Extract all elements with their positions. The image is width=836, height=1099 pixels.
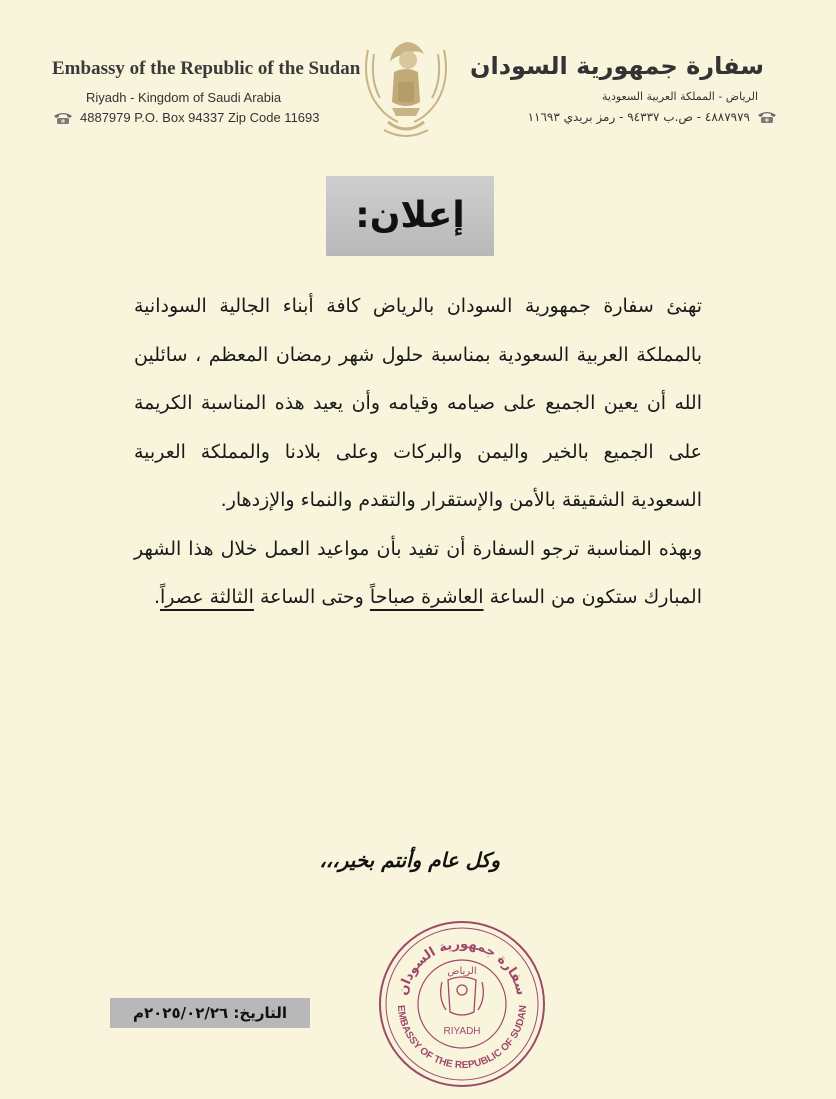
stamp-english-city: RIYADH <box>443 1026 481 1037</box>
start-time: العاشرة صباحاً <box>369 586 484 608</box>
stamp-english-text: EMBASSY OF THE REPUBLIC OF SUDAN <box>394 1004 530 1072</box>
arabic-contact-text: ٤٨٨٧٩٧٩ - ص.ب ٩٤٣٣٧ - رمز بريدي ١١٦٩٣ <box>527 110 750 124</box>
date-box <box>110 998 310 1028</box>
stamp-arabic-text: سفارة جمهورية السودان <box>395 936 529 997</box>
embassy-english-location: Riyadh - Kingdom of Saudi Arabia <box>86 90 282 105</box>
telephone-icon <box>756 110 778 124</box>
announcement-paragraph-1: تهنئ سفارة جمهورية السودان بالرياض كافة أبناء الجالية السودانية بالمملكة العربية السعودية بمناسبة حلول شهر رمضان المعظم ، سائلين الله أن يعين الجميع على صيامه وقيامه وأن يعيد هذه المناسبة الكريمة على الجميع بالخير واليمن والبركات وعلى بلادنا والمملكة العربية السعودية الشقيقة بالأمن والإستقرار والتقدم والنماء والإزدهار. <box>134 295 702 511</box>
announcement-body <box>134 282 702 622</box>
document-date: التاريخ: ٢٠٢٥/٠٢/٢٦م <box>132 1004 288 1022</box>
embassy-english-title: Embassy of the Republic of the Sudan <box>52 58 361 79</box>
time-connector: وحتى الساعة <box>259 586 364 608</box>
secretary-bird-emblem-icon <box>358 38 454 142</box>
notice-title: إعلان: <box>355 195 465 236</box>
notice-heading-box <box>326 176 494 256</box>
embassy-arabic-location: الرياض - المملكة العربية السعودية <box>601 90 758 103</box>
embassy-arabic-contact <box>528 110 778 124</box>
telephone-icon <box>52 111 74 125</box>
working-hours-lead: وبهذه المناسبة ترجو السفارة أن تفيد بأن مواعيد العمل خلال هذا الشهر المبارك ستكون من الساعة <box>134 537 702 608</box>
embassy-stamp <box>376 918 548 1090</box>
closing-greeting: وكل عام وأنتم بخير،،، <box>319 848 500 872</box>
stamp-arabic-city: الرياض <box>447 966 477 977</box>
closing-period: . <box>153 586 161 608</box>
english-contact-text: 4887979 P.O. Box 94337 Zip Code 11693 <box>80 110 320 125</box>
embassy-english-contact <box>52 110 319 125</box>
end-time: الثالثة عصراً <box>160 586 254 608</box>
announcement-paragraph-2 <box>134 525 702 622</box>
stamp-emblem-icon <box>441 977 484 1015</box>
embassy-arabic-title: سفارة جمهورية السودان <box>470 52 764 80</box>
